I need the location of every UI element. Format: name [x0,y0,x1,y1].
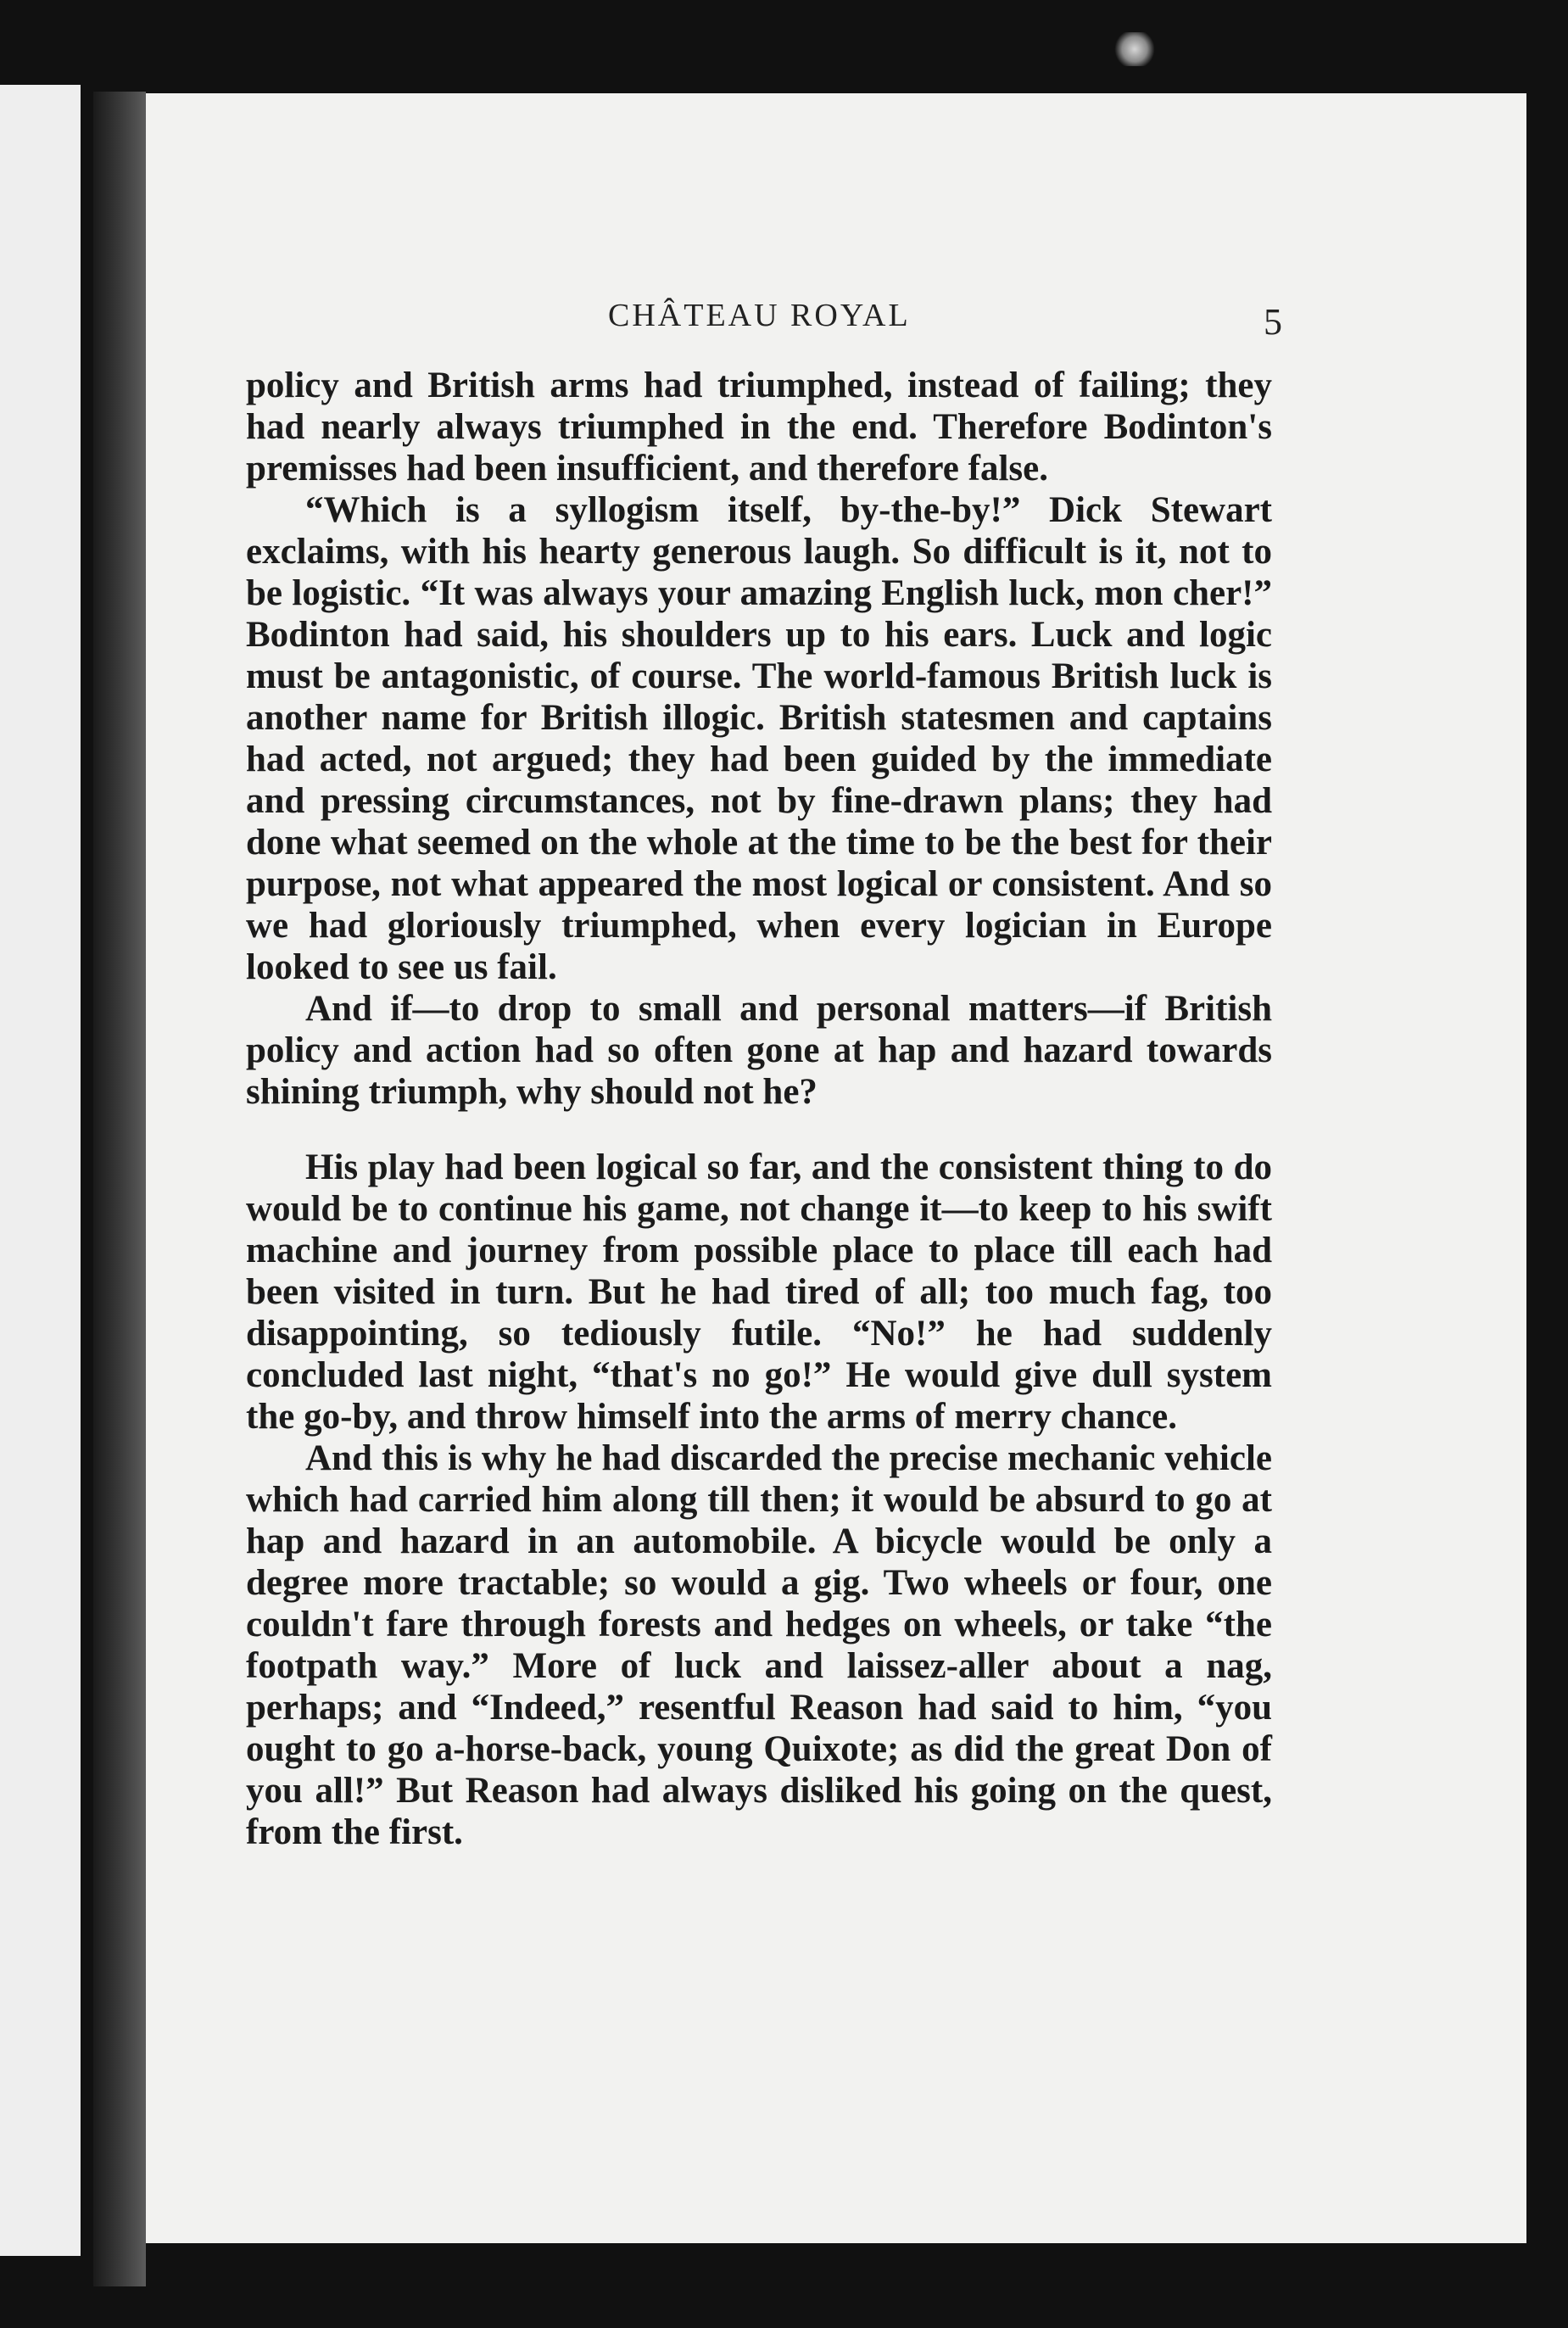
paragraph: His play had been logical so far, and the consistent thing to do would be to continue his game, not change it—to keep to his swift machine and journey from possible place to place till each had been visited in turn. But he had tired of all; too much fag, too disappointing, so tediously futile. “No!” he had suddenly concluded last night, “that's no go!” He would give dull system the go-by, and throw himself into the arms of merry chance. [246,1147,1272,1437]
scan-artifact [1113,32,1157,66]
paragraph: And if—to drop to small and personal matters—if British policy and action had so often gone at hap and hazard towards shining triumph, why should not he? [246,989,1272,1112]
paragraph-continued: policy and British arms had triumphed, instead of failing; they had nearly always triumphed in the end. Therefore Bodinton's premisses had been insufficient, and therefore false. [246,366,1272,488]
book-binding-gutter [93,92,146,2286]
running-title: CHÂTEAU ROYAL [608,298,911,333]
paragraph: And this is why he had discarded the precise mechanic vehicle which had carried him along till then; it would be absurd to go at hap and hazard in an automobile. A bicycle would be only a degree more tractable; so would a gig. Two wheels or four, one couldn't fare through forests and hedges on wheels, or take “the footpath way.” More of luck and laissez-aller about a nag, perhaps; and “Indeed,” resentful Reason had said to him, “you ought to go a-horse-back, young Quixote; as did the great Don of you all!” But Reason had always disliked his going on the quest, from the first. [246,1438,1272,1852]
page-number: 5 [1264,301,1282,343]
section-break [246,1113,1272,1147]
body-text [246,365,1272,1853]
book-page [146,93,1526,2243]
paragraph: “Which is a syllogism itself, by-the-by!” Dick Stewart exclaims, with his hearty generous laugh. So difficult is it, not to be logistic. “It was always your amazing English luck, mon cher!” Bodinton had said, his shoulders up to his ears. Luck and logic must be antagonistic, of course. The world-famous British luck is another name for British illogic. British statesmen and captains had acted, not argued; they had been guided by the immediate and pressing circumstances, not by fine-drawn plans; they had done what seemed on the whole at the time to be the best for their purpose, not what appeared the most logical or consistent. And so we had gloriously triumphed, when every logician in Europe looked to see us fail. [246,490,1272,987]
facing-page-edge [0,85,81,2256]
page-header [146,297,1526,356]
